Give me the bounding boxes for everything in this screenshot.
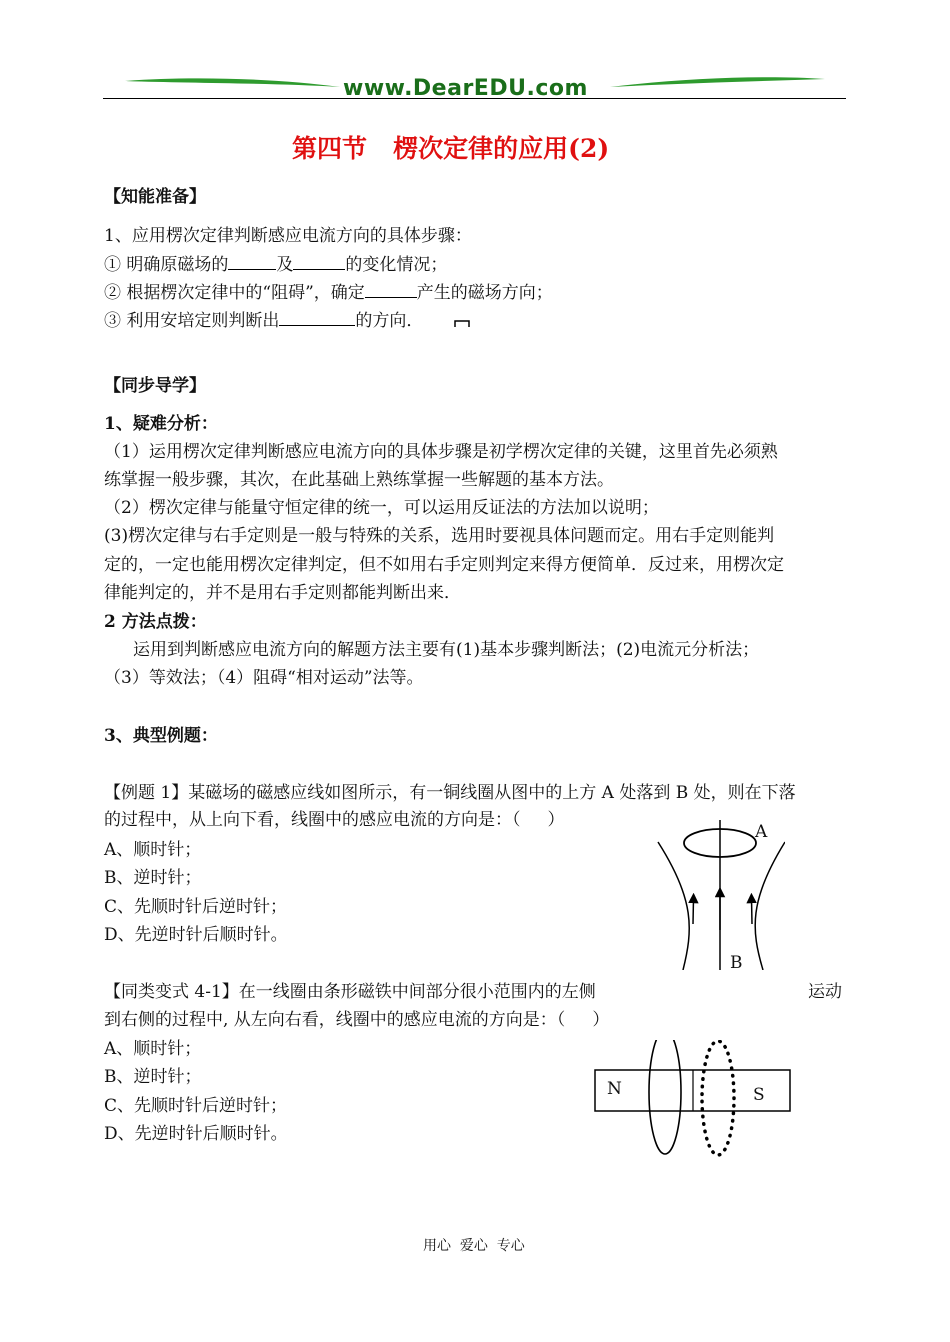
subheading-analysis: 1、疑难分析： [104, 414, 218, 434]
figure-label-b: B [730, 953, 743, 973]
magnetic-field-diagram [655, 820, 785, 970]
analysis-3-line-3: 律能判定的，并不是用右手定则都能判断出来． [104, 583, 461, 603]
magnet-label-s: S [753, 1085, 765, 1105]
variant-option-b: B、逆时针； [104, 1067, 202, 1087]
right-field-line [755, 842, 785, 970]
example-1-option-b: B、逆时针； [104, 868, 202, 888]
step-3 [104, 310, 423, 331]
solid-coil [649, 1040, 681, 1154]
header-rule [103, 98, 846, 99]
step-1 [104, 254, 447, 275]
analysis-3-line-1: (3)楞次定律与右手定则是一般与特殊的关系，选用时要视具体问题而定。用右手定则能判 [104, 526, 775, 546]
variant-option-c: C、先顺时针后逆时针； [104, 1096, 288, 1116]
example-1-option-a: A、顺时针； [104, 840, 202, 860]
step-2-text-a: ② 根据楞次定律中的“阻碍”，确定 [104, 283, 365, 303]
subheading-method: 2 方法点拨： [104, 612, 207, 632]
variant-option-a: A、顺时针； [104, 1039, 202, 1059]
subheading-examples: 3、典型例题： [104, 726, 218, 746]
example-1-option-d: D、先逆时针后顺时针。 [104, 925, 288, 945]
example-1-line-2: 的过程中，从上向下看，线圈中的感应电流的方向是：（ ） [104, 810, 565, 830]
step-3-text-b: 的方向． [355, 311, 424, 331]
analysis-1-line-1: （1）运用楞次定律判断感应电流方向的具体步骤是初学楞次定律的关键，这里首先必须熟 [104, 442, 778, 462]
blank-1 [228, 254, 276, 270]
variant-line-1-end: 运动 [808, 982, 842, 1002]
steps-intro: 1、应用楞次定律判断感应电流方向的具体步骤： [104, 226, 472, 246]
variant-line-2: 到右侧的过程中, 从左向右看，线圈中的感应电流的方向是：（ ） [104, 1010, 610, 1030]
page-title: 第四节 楞次定律的应用(2) [292, 134, 610, 163]
left-field-line [658, 842, 689, 970]
example-1-question-1: 某磁场的磁感应线如图所示，有一铜线圈从图中的上方 A 处落到 B 处，则在下落 [188, 783, 796, 803]
analysis-3-line-2: 定的，一定也能用楞次定律判定，但不如用右手定则判定来得方便简单．反过来，用楞次定 [104, 555, 784, 575]
magnet-label-n: N [607, 1079, 622, 1099]
blank-3 [365, 282, 417, 298]
header-logo-text: www.DearEDU.com [343, 76, 588, 101]
step-3-text-a: ③ 利用安培定则判断出 [104, 311, 280, 331]
variant-label: 【同类变式 4-1】 [104, 982, 239, 1002]
dotted-coil [702, 1041, 734, 1155]
example-1-line-1 [104, 783, 796, 803]
section-heading-preparation: 【知能准备】 [104, 187, 206, 207]
section-heading-guide: 【同步导学】 [104, 376, 206, 396]
analysis-1-line-2: 练掌握一般步骤，其次，在此基础上熟练掌握一些解题的基本方法。 [104, 470, 614, 490]
step-1-text-a: ① 明确原磁场的 [104, 255, 229, 275]
small-mark-icon [454, 318, 470, 328]
example-1-option-c: C、先顺时针后逆时针； [104, 897, 288, 917]
variant-line-1 [104, 982, 596, 1002]
method-line-2: （3）等效法；（4）阻碍“相对运动”法等。 [104, 668, 424, 688]
figure-label-a: A [755, 822, 768, 842]
analysis-2: （2）楞次定律与能量守恒定律的统一，可以运用反证法的方法加以说明； [104, 498, 659, 518]
step-2 [104, 282, 553, 303]
bar-magnet-diagram [590, 1040, 800, 1160]
step-2-text-b: 产生的磁场方向； [416, 283, 553, 303]
variant-question-1: 在一线圈由条形磁铁中间部分很小范围内的左侧 [238, 982, 596, 1002]
blank-2 [293, 254, 345, 270]
method-line-1: 运用到判断感应电流方向的解题方法主要有(1)基本步骤判断法；(2)电流元分析法； [133, 640, 760, 660]
example-1-label: 【例题 1】 [104, 783, 189, 803]
page-footer: 用心 爱心 专心 [423, 1238, 525, 1254]
variant-option-d: D、先逆时针后顺时针。 [104, 1124, 288, 1144]
blank-4 [279, 310, 355, 326]
step-1-text-c: 的变化情况； [345, 255, 448, 275]
step-1-text-b: 及 [276, 255, 294, 275]
